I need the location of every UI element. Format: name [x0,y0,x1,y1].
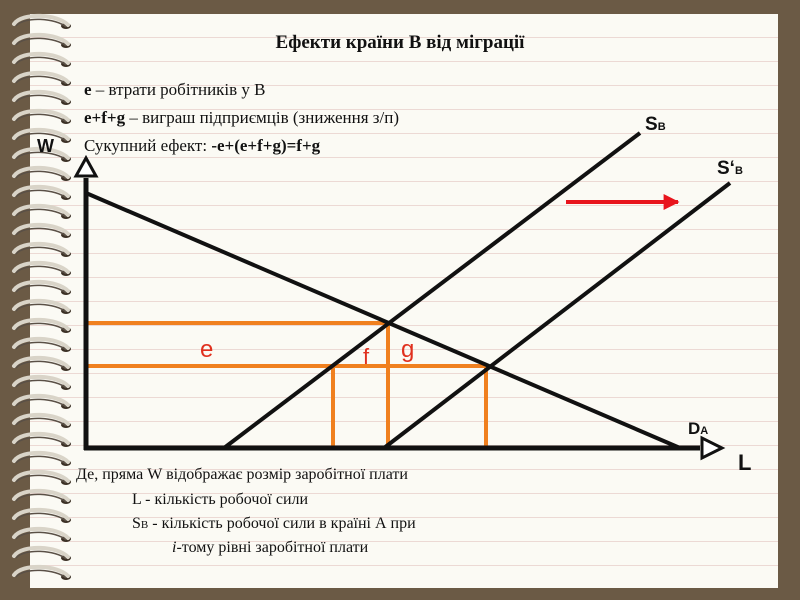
supply-curve-shifted [384,183,730,448]
footnote-line-3: SB - кількість робочої сили в країні А при [132,515,416,532]
note-line-2: e+f+g – виграш підприємців (зниження з/п) [84,108,399,127]
l-axis-label: L [738,450,752,475]
l-axis-arrow [702,438,722,458]
w-axis-arrow [76,158,96,176]
area-f-label: f [363,344,370,369]
demand-curve [86,193,680,448]
footnote-line-1: Де, пряма W відображає розмір заробітної плати [76,466,408,483]
note-line-1: e – втрати робітників у В [84,80,266,99]
supply-label: SB [645,114,666,135]
slide-title: Ефекти країни В від міграції [275,32,525,53]
footnote-line-2: L - кількість робочої сили [132,491,309,508]
supply-shifted-label: S‘B [717,158,743,179]
w-axis-label: W [37,136,54,156]
area-e-label: e [200,336,214,363]
demand-label: DA [688,419,709,438]
supply-curve [224,133,640,448]
note-line-3: Сукупний ефект: -e+(e+f+g)=f+g [84,136,321,155]
area-g-label: g [401,336,415,363]
footnote-line-4: i-тому рівні заробітної плати [172,539,369,556]
